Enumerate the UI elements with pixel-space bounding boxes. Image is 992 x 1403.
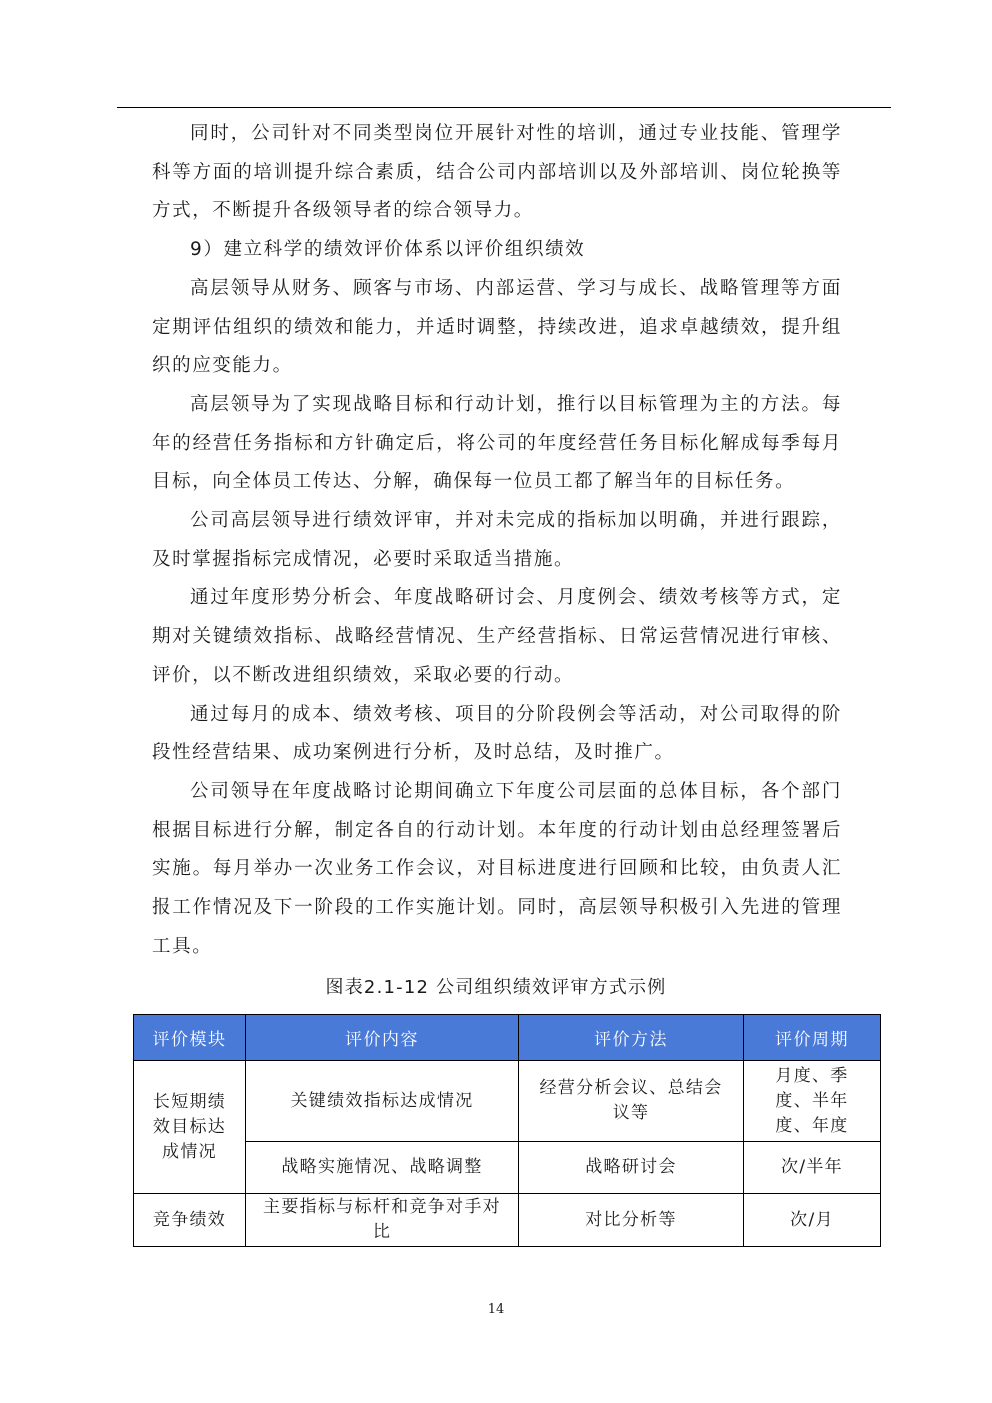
cell-method: 对比分析等 bbox=[519, 1194, 744, 1247]
paragraph-review: 公司高层领导进行绩效评审，并对未完成的指标加以明确，并进行跟踪，及时掌握指标完成情况，必要时采取适当措施。 bbox=[152, 510, 842, 570]
table-row bbox=[134, 1194, 881, 1247]
header-module: 评价模块 bbox=[134, 1015, 246, 1061]
cell-method: 经营分析会议、总结会议等 bbox=[519, 1061, 744, 1142]
cell-period: 次/月 bbox=[744, 1194, 881, 1247]
table-header-row bbox=[134, 1015, 881, 1061]
cell-period: 月度、季度、半年度、年度 bbox=[744, 1061, 881, 1142]
paragraph-monthly: 通过每月的成本、绩效考核、项目的分阶段例会等活动，对公司取得的阶段性经营结果、成功案例进行分析，及时总结，及时推广。 bbox=[152, 703, 842, 764]
table-row bbox=[134, 1142, 881, 1194]
cell-method: 战略研讨会 bbox=[519, 1142, 744, 1194]
table-caption: 图表2.1-12 公司组织绩效评审方式示例 bbox=[325, 977, 667, 998]
evaluation-table bbox=[133, 1014, 881, 1247]
header-period: 评价周期 bbox=[744, 1015, 881, 1061]
paragraph-training: 同时，公司针对不同类型岗位开展针对性的培训，通过专业技能、管理学科等方面的培训提升综合素质，结合公司内部培训以及外部培训、岗位轮换等方式，不断提升各级领导者的综合领导力。 bbox=[152, 123, 842, 222]
cell-content: 主要指标与标杆和竞争对手对比 bbox=[246, 1194, 519, 1247]
cell-module: 竞争绩效 bbox=[134, 1194, 246, 1247]
cell-content: 战略实施情况、战略调整 bbox=[246, 1142, 519, 1194]
section-heading-9: 9）建立科学的绩效评价体系以评价组织绩效 bbox=[190, 239, 586, 261]
header-content: 评价内容 bbox=[246, 1015, 519, 1061]
paragraph-target-management: 高层领导为了实现战略目标和行动计划，推行以目标管理为主的方法。每年的经营任务指标和方针确定后，将公司的年度经营任务目标化解成每季每月目标，向全体员工传达、分解，确保每一位员工都了解当年的目标任务。 bbox=[152, 393, 842, 493]
paragraph-evaluation: 高层领导从财务、顾客与市场、内部运营、学习与成长、战略管理等方面定期评估组织的绩效和能力，并适时调整，持续改进，追求卓越绩效，提升组织的应变能力。 bbox=[152, 277, 842, 377]
header-method: 评价方法 bbox=[519, 1015, 744, 1061]
paragraph-annual-goals: 公司领导在年度战略讨论期间确立下年度公司层面的总体目标，各个部门根据目标进行分解，制定各自的行动计划。本年度的行动计划由总经理签署后实施。每月举办一次业务工作会议，对目标进度进行回顾和比较，由负责人汇报工作情况及下一阶段的工作实施计划。同时，高层领导积极引入先进的管理工具。 bbox=[152, 780, 842, 957]
body-text bbox=[152, 115, 842, 966]
paragraph-meetings: 通过年度形势分析会、年度战略研讨会、月度例会、绩效考核等方式，定期对关键绩效指标、战略经营情况、生产经营指标、日常运营情况进行审核、评价，以不断改进组织绩效，采取必要的行动。 bbox=[152, 587, 842, 686]
page-number: 14 bbox=[487, 1302, 505, 1317]
cell-period: 次/半年 bbox=[744, 1142, 881, 1194]
header-rule bbox=[117, 107, 891, 108]
cell-module: 长短期绩效目标达成情况 bbox=[134, 1061, 246, 1194]
cell-content: 关键绩效指标达成情况 bbox=[246, 1061, 519, 1142]
table-row bbox=[134, 1061, 881, 1142]
